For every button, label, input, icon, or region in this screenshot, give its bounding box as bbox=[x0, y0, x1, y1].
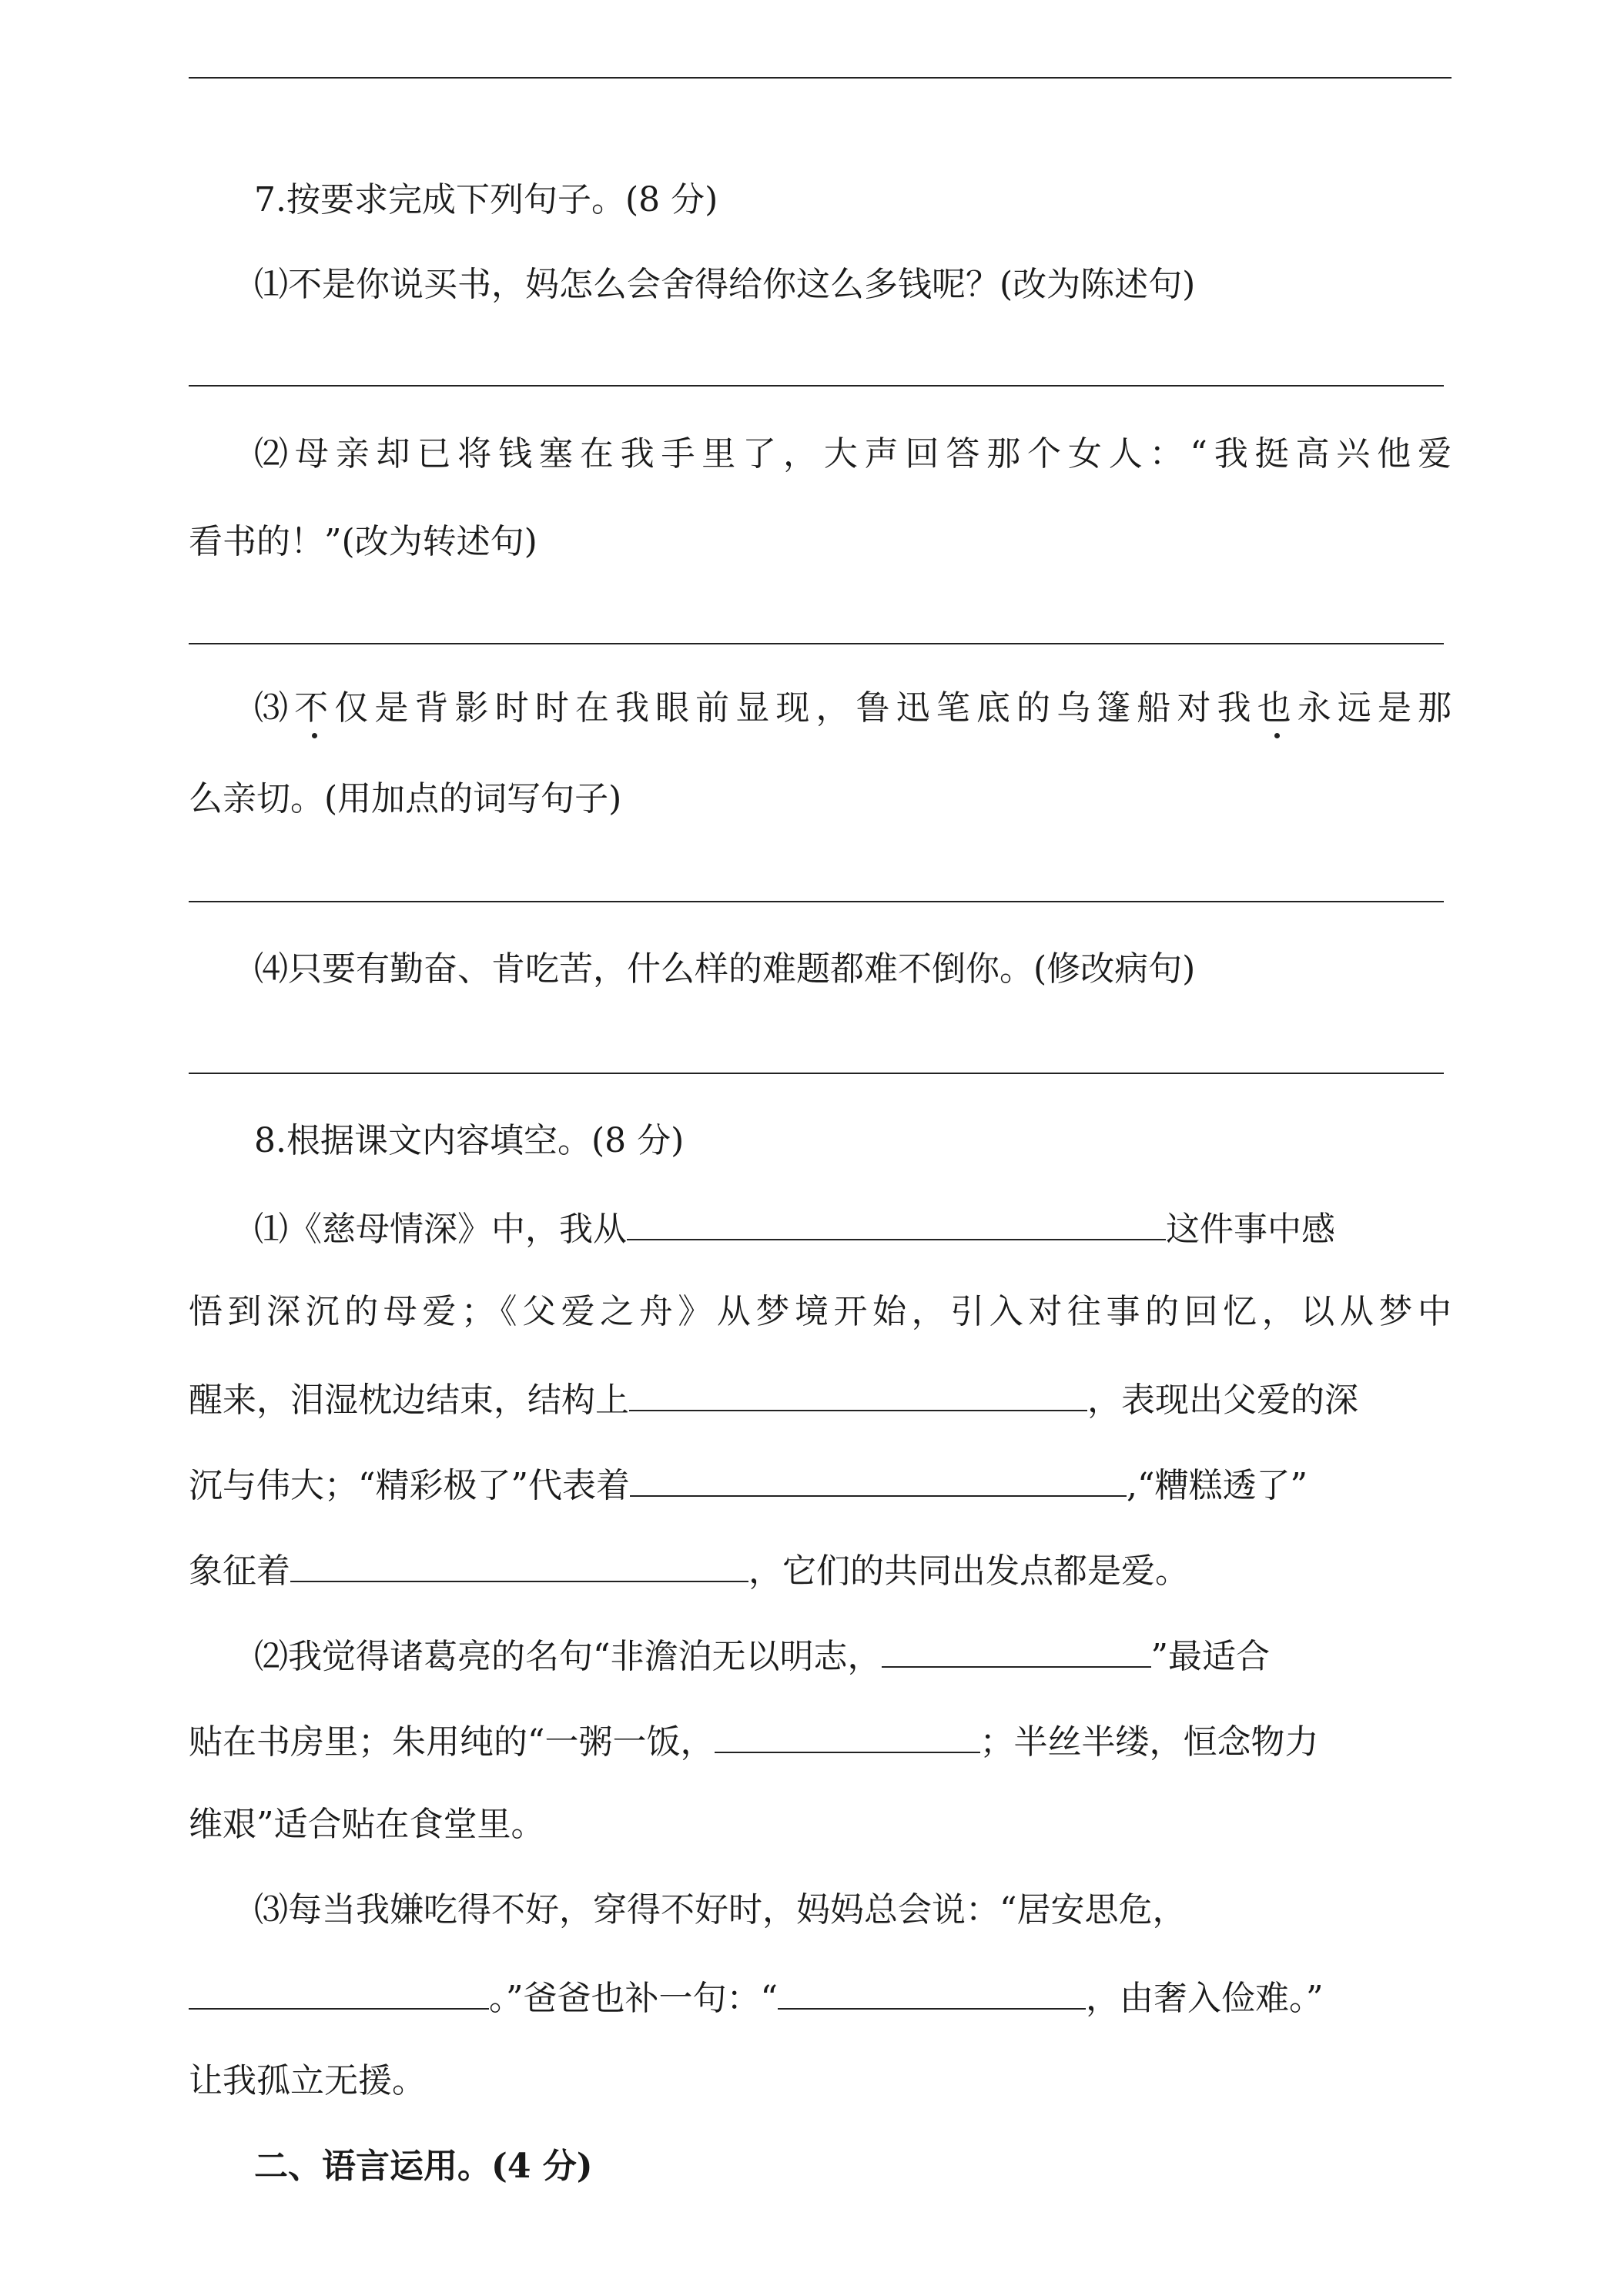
q8-part-1-line-4: 沉与伟大；“精彩极了”代表着 ,“糟糕透了” bbox=[189, 1460, 1452, 1509]
q8-part-2-line-1: ⑵我觉得诸葛亮的名句“非澹泊无以明志， ”最适合 bbox=[254, 1631, 1452, 1680]
q8-part-1-line-2: 悟到深沉的母爱；《父爱之舟》从梦境开始，引入对往事的回忆，以从梦中 bbox=[189, 1292, 1452, 1331]
q7-sentence-3-line-2: 么亲切。(用加点的词写句子) bbox=[189, 779, 622, 818]
q7-answer-line-3[interactable] bbox=[189, 901, 1444, 902]
q8-part-1-line-1: ⑴《慈母情深》中，我从 这件事中感 bbox=[254, 1203, 1452, 1253]
blank-5[interactable] bbox=[882, 1631, 1151, 1668]
q7-answer-line-4[interactable] bbox=[189, 1073, 1444, 1074]
q8-title: 8.根据课文内容填空。(8 分) bbox=[254, 1121, 685, 1160]
blank-8[interactable] bbox=[778, 1973, 1086, 2010]
blank-4[interactable] bbox=[290, 1545, 748, 1582]
emphasis-dot-word-1: 不 bbox=[294, 688, 335, 728]
q7-sentence-3-line-1: ⑶不仅是背影时时在我眼前显现，鲁迅笔底的乌篷船对我也永远是那 bbox=[254, 688, 1452, 728]
section-2-title: 二、语言运用。(4 分) bbox=[254, 2147, 593, 2186]
q8-part-3-line-1: ⑶每当我嫌吃得不好，穿得不好时，妈妈总会说：“居安思危， bbox=[254, 1890, 1187, 1930]
q8-part-1-line-5: 象征着 ，它们的共同出发点都是爱。 bbox=[189, 1545, 1452, 1595]
q7-answer-line-1[interactable] bbox=[189, 385, 1444, 387]
q7-sentence-2-line-1: ⑵母亲却已将钱塞在我手里了，大声回答那个女人：“我挺高兴他爱 bbox=[254, 434, 1452, 474]
q7-answer-line-2[interactable] bbox=[189, 643, 1444, 644]
blank-2[interactable] bbox=[629, 1374, 1087, 1411]
q8-part-2-line-3: 维艰”适合贴在食堂里。 bbox=[189, 1805, 545, 1844]
q7-sentence-1: ⑴不是你说买书，妈怎么会舍得给你这么多钱呢？(改为陈述句) bbox=[254, 265, 1196, 304]
blank-1[interactable] bbox=[627, 1203, 1166, 1240]
q8-part-1-line-3: 醒来，泪湿枕边结束，结构上 ，表现出父爱的深 bbox=[189, 1374, 1452, 1424]
blank-6[interactable] bbox=[715, 1716, 980, 1753]
q8-part-2-line-2: 贴在书房里；朱用纯的“一粥一饭， ；半丝半缕，恒念物力 bbox=[189, 1716, 1452, 1766]
blank-3[interactable] bbox=[630, 1460, 1127, 1497]
top-rule bbox=[189, 77, 1452, 79]
q7-sentence-2-line-2: 看书的！”(改为转述句) bbox=[189, 522, 537, 561]
emphasis-dot-word-2: 也 bbox=[1257, 688, 1298, 728]
blank-7[interactable] bbox=[189, 1973, 489, 2010]
q7-title: 7.按要求完成下列句子。(8 分) bbox=[254, 180, 718, 219]
q8-part-3-line-2: 。”爸爸也补一句：“ ，由奢入俭难。” bbox=[189, 1973, 1452, 2022]
q7-sentence-4: ⑷只要有勤奋、肯吃苦，什么样的难题都难不倒你。(修改病句) bbox=[254, 949, 1196, 989]
q8-part-3-line-3: 让我孤立无援。 bbox=[189, 2061, 426, 2100]
